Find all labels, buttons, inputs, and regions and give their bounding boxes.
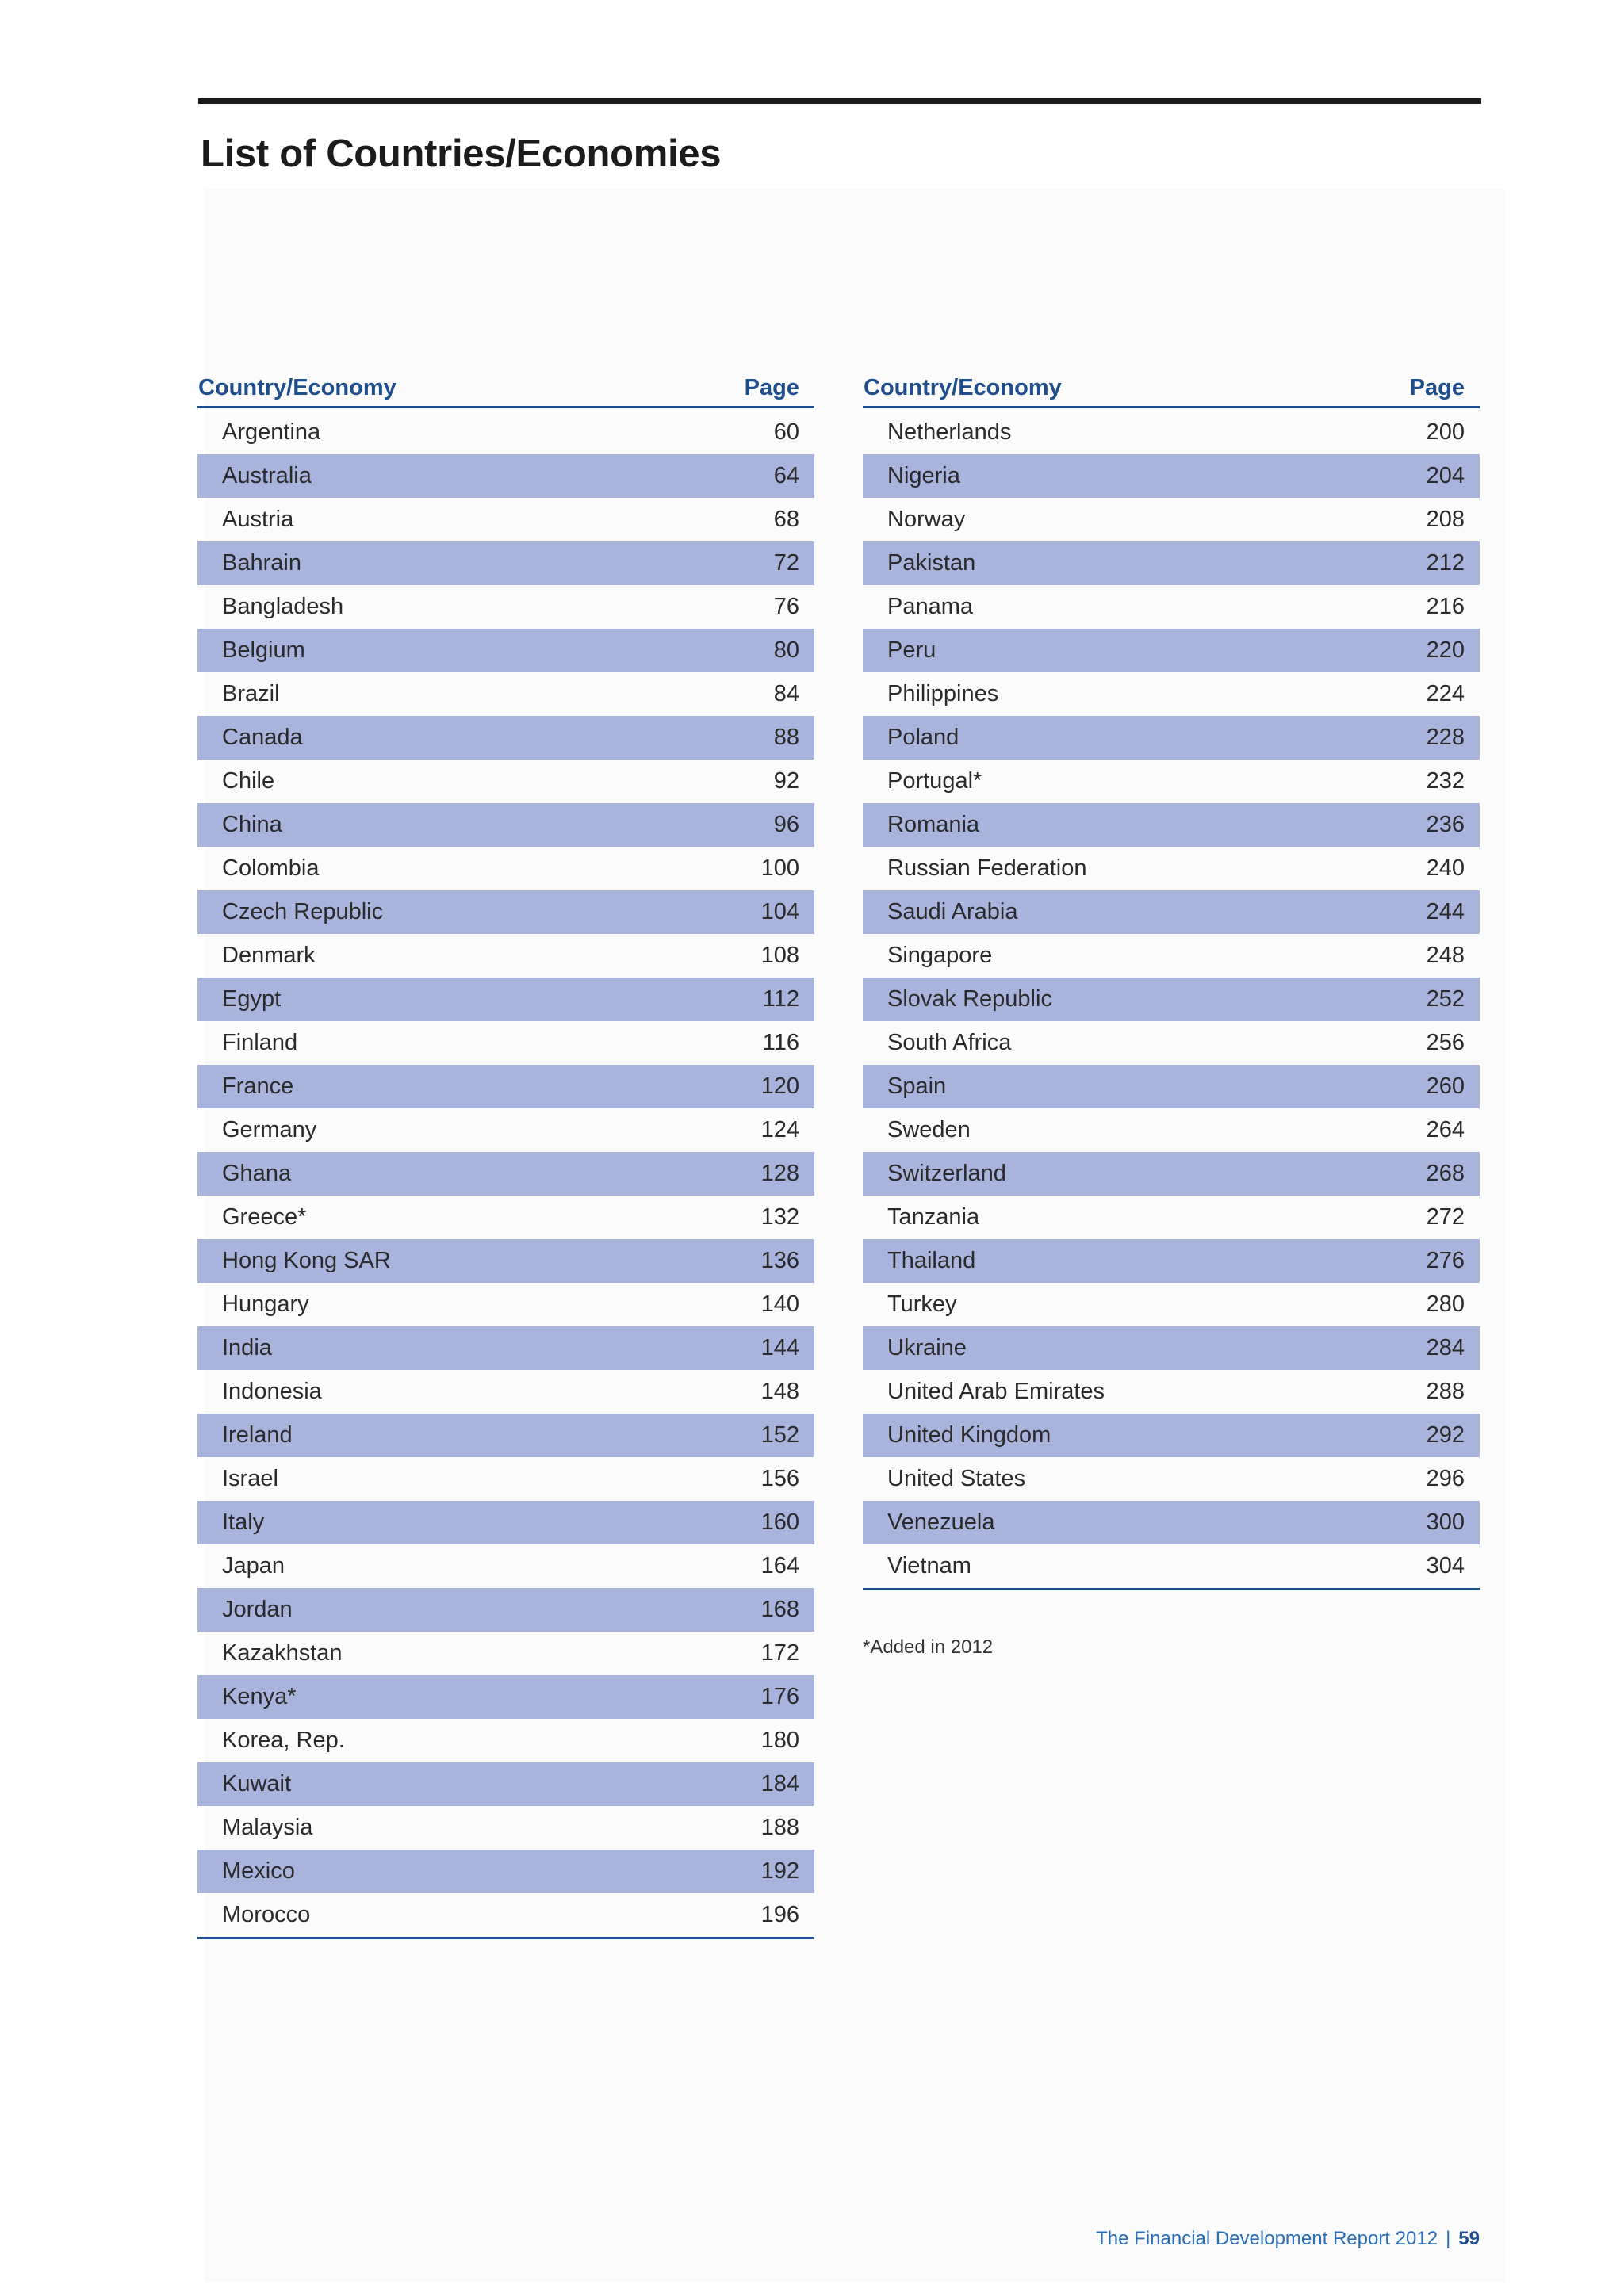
table-row	[197, 890, 814, 934]
table-row	[197, 1806, 814, 1850]
country-name: Kuwait	[222, 1771, 292, 1797]
country-page-number: 96	[773, 812, 799, 837]
country-name: Switzerland	[887, 1161, 1006, 1186]
table-row	[863, 760, 1480, 803]
table-row	[197, 1675, 814, 1719]
country-name: Italy	[222, 1510, 265, 1535]
country-name: Norway	[887, 507, 966, 532]
country-page-number: 252	[1426, 986, 1465, 1012]
page-footer	[1096, 2228, 1480, 2250]
page-column-header: Page	[744, 375, 799, 400]
country-name: India	[222, 1335, 272, 1360]
country-name: Kenya*	[222, 1684, 297, 1709]
country-page-number: 76	[773, 594, 799, 619]
country-name: Indonesia	[222, 1379, 322, 1404]
country-page-number: 236	[1426, 812, 1465, 837]
table-header	[197, 370, 814, 408]
country-name: Bangladesh	[222, 594, 344, 619]
table-row	[863, 1370, 1480, 1414]
country-name: Denmark	[222, 943, 316, 968]
country-name: Nigeria	[887, 463, 960, 488]
table-row	[197, 1283, 814, 1326]
country-page-number: 140	[760, 1292, 799, 1317]
table-row	[197, 1850, 814, 1893]
country-page-number: 64	[773, 463, 799, 488]
country-name: Japan	[222, 1553, 285, 1578]
country-name: Argentina	[222, 419, 321, 445]
country-page-number: 196	[760, 1902, 799, 1927]
country-table-left	[197, 370, 814, 1939]
country-name: Ukraine	[887, 1335, 967, 1360]
table-row	[863, 541, 1480, 585]
country-name: Finland	[222, 1030, 298, 1055]
table-row	[863, 890, 1480, 934]
country-page-number: 280	[1426, 1292, 1465, 1317]
table-row	[863, 1501, 1480, 1544]
country-name: South Africa	[887, 1030, 1012, 1055]
table-row	[863, 672, 1480, 716]
country-name: United Kingdom	[887, 1422, 1051, 1448]
table-row	[863, 1239, 1480, 1283]
table-row	[863, 1544, 1480, 1588]
table-row	[197, 1457, 814, 1501]
country-name: Australia	[222, 463, 312, 488]
country-name: Chile	[222, 768, 275, 794]
country-name: Romania	[887, 812, 980, 837]
table-row	[197, 1065, 814, 1108]
table-row	[863, 1414, 1480, 1457]
country-name: Morocco	[222, 1902, 311, 1927]
country-name: Russian Federation	[887, 855, 1087, 881]
country-name: Hong Kong SAR	[222, 1248, 391, 1273]
country-page-number: 248	[1426, 943, 1465, 968]
country-page-number: 264	[1426, 1117, 1465, 1142]
country-name: Bahrain	[222, 550, 301, 576]
country-page-number: 228	[1426, 725, 1465, 750]
country-page-number: 224	[1426, 681, 1465, 706]
country-name: Kazakhstan	[222, 1640, 343, 1666]
country-name: Czech Republic	[222, 899, 384, 924]
country-name: Singapore	[887, 943, 993, 968]
country-page-number: 296	[1426, 1466, 1465, 1491]
country-page-number: 112	[762, 986, 799, 1012]
country-name: Peru	[887, 637, 936, 663]
country-page-number: 244	[1426, 899, 1465, 924]
country-name: Panama	[887, 594, 974, 619]
table-row	[863, 411, 1480, 454]
country-column-header: Country/Economy	[864, 375, 1062, 400]
footer-separator: |	[1446, 2228, 1451, 2249]
table-row	[197, 1021, 814, 1065]
table-row	[863, 1283, 1480, 1326]
table-row	[197, 411, 814, 454]
country-page-number: 88	[773, 725, 799, 750]
country-page-number: 132	[760, 1204, 799, 1230]
table-row	[197, 934, 814, 978]
table-row	[197, 1370, 814, 1414]
country-name: United Arab Emirates	[887, 1379, 1105, 1404]
table-row	[863, 1326, 1480, 1370]
table-row	[197, 847, 814, 890]
report-name: The Financial Development Report 2012	[1096, 2228, 1438, 2249]
table-row	[197, 541, 814, 585]
country-name: Egypt	[222, 986, 282, 1012]
country-name: Austria	[222, 507, 294, 532]
country-page-number: 100	[760, 855, 799, 881]
table-row	[863, 978, 1480, 1021]
table-body-left	[197, 411, 814, 1939]
country-page-number: 192	[760, 1858, 799, 1884]
country-name: Belgium	[222, 637, 305, 663]
country-page-number: 80	[773, 637, 799, 663]
table-row	[863, 1196, 1480, 1239]
country-page-number: 272	[1426, 1204, 1465, 1230]
table-body-right	[863, 411, 1480, 1590]
top-rule	[198, 98, 1481, 104]
country-name: Philippines	[887, 681, 999, 706]
country-page-number: 284	[1426, 1335, 1465, 1360]
country-name: Sweden	[887, 1117, 971, 1142]
table-row	[197, 585, 814, 629]
table-row	[197, 1893, 814, 1937]
table-row	[197, 498, 814, 541]
country-name: Ireland	[222, 1422, 293, 1448]
country-page-number: 152	[760, 1422, 799, 1448]
country-name: Tanzania	[887, 1204, 980, 1230]
country-name: Mexico	[222, 1858, 295, 1884]
country-name: Jordan	[222, 1597, 293, 1622]
country-page-number: 232	[1426, 768, 1465, 794]
country-name: United States	[887, 1466, 1026, 1491]
country-page-number: 204	[1426, 463, 1465, 488]
table-row	[197, 978, 814, 1021]
country-page-number: 216	[1426, 594, 1465, 619]
table-row	[197, 1239, 814, 1283]
country-page-number: 148	[760, 1379, 799, 1404]
country-page-number: 144	[760, 1335, 799, 1360]
country-page-number: 256	[1426, 1030, 1465, 1055]
table-row	[863, 934, 1480, 978]
country-page-number: 136	[760, 1248, 799, 1273]
country-page-number: 260	[1426, 1073, 1465, 1099]
country-page-number: 240	[1426, 855, 1465, 881]
table-row	[863, 1152, 1480, 1196]
country-page-number: 212	[1426, 550, 1465, 576]
country-page-number: 176	[760, 1684, 799, 1709]
table-row	[863, 498, 1480, 541]
table-row	[863, 629, 1480, 672]
country-page-number: 92	[773, 768, 799, 794]
country-page-number: 68	[773, 507, 799, 532]
country-name: Malaysia	[222, 1815, 313, 1840]
page-title: List of Countries/Economies	[201, 132, 722, 175]
table-row	[197, 803, 814, 847]
footnote: *Added in 2012	[863, 1636, 994, 1658]
country-page-number: 208	[1426, 507, 1465, 532]
page-column-header: Page	[1409, 375, 1465, 400]
table-row	[197, 1108, 814, 1152]
table-row	[863, 803, 1480, 847]
country-name: Venezuela	[887, 1510, 995, 1535]
country-name: Poland	[887, 725, 959, 750]
country-page-number: 288	[1426, 1379, 1465, 1404]
country-page-number: 72	[773, 550, 799, 576]
country-page-number: 120	[760, 1073, 799, 1099]
table-row	[197, 1196, 814, 1239]
country-page-number: 116	[762, 1030, 799, 1055]
table-row	[863, 716, 1480, 760]
country-page-number: 160	[760, 1510, 799, 1535]
country-page-number: 172	[760, 1640, 799, 1666]
country-page-number: 180	[760, 1728, 799, 1753]
table-row	[197, 1501, 814, 1544]
table-row	[197, 1719, 814, 1762]
table-row	[197, 1632, 814, 1675]
country-name: Portugal*	[887, 768, 982, 794]
country-page-number: 156	[760, 1466, 799, 1491]
country-page-number: 84	[773, 681, 799, 706]
country-page-number: 188	[760, 1815, 799, 1840]
country-page-number: 300	[1426, 1510, 1465, 1535]
table-row	[197, 1544, 814, 1588]
table-row	[197, 716, 814, 760]
country-name: Korea, Rep.	[222, 1728, 345, 1753]
country-name: Brazil	[222, 681, 280, 706]
table-row	[197, 672, 814, 716]
country-name: Ghana	[222, 1161, 292, 1186]
country-page-number: 108	[760, 943, 799, 968]
country-column-header: Country/Economy	[198, 375, 396, 400]
table-row	[863, 1065, 1480, 1108]
country-page-number: 276	[1426, 1248, 1465, 1273]
table-row	[863, 1021, 1480, 1065]
country-page-number: 104	[760, 899, 799, 924]
country-name: Colombia	[222, 855, 320, 881]
country-page-number: 168	[760, 1597, 799, 1622]
table-row	[197, 1326, 814, 1370]
country-page-number: 60	[773, 419, 799, 445]
country-name: China	[222, 812, 282, 837]
table-row	[197, 1762, 814, 1806]
table-row	[863, 1108, 1480, 1152]
country-page-number: 292	[1426, 1422, 1465, 1448]
table-row	[863, 1457, 1480, 1501]
country-page-number: 220	[1426, 637, 1465, 663]
country-page-number: 128	[760, 1161, 799, 1186]
country-name: Canada	[222, 725, 303, 750]
country-name: Hungary	[222, 1292, 309, 1317]
country-name: Israel	[222, 1466, 278, 1491]
table-row	[863, 847, 1480, 890]
country-name: Vietnam	[887, 1553, 971, 1578]
country-page-number: 268	[1426, 1161, 1465, 1186]
country-page-number: 200	[1426, 419, 1465, 445]
table-row	[197, 1588, 814, 1632]
table-row	[197, 454, 814, 498]
table-row	[197, 1152, 814, 1196]
country-table-right	[863, 370, 1480, 1590]
country-page-number: 164	[760, 1553, 799, 1578]
country-name: Thailand	[887, 1248, 976, 1273]
country-name: France	[222, 1073, 294, 1099]
country-name: Saudi Arabia	[887, 899, 1018, 924]
country-name: Greece*	[222, 1204, 307, 1230]
country-name: Slovak Republic	[887, 986, 1052, 1012]
table-header	[863, 370, 1480, 408]
country-name: Turkey	[887, 1292, 957, 1317]
page-number: 59	[1458, 2228, 1480, 2249]
table-row	[197, 629, 814, 672]
country-page-number: 304	[1426, 1553, 1465, 1578]
country-name: Germany	[222, 1117, 317, 1142]
country-name: Pakistan	[887, 550, 976, 576]
table-row	[197, 1414, 814, 1457]
table-row	[197, 760, 814, 803]
table-row	[863, 454, 1480, 498]
country-page-number: 184	[760, 1771, 799, 1797]
country-name: Netherlands	[887, 419, 1012, 445]
country-name: Spain	[887, 1073, 947, 1099]
country-page-number: 124	[760, 1117, 799, 1142]
table-row	[863, 585, 1480, 629]
